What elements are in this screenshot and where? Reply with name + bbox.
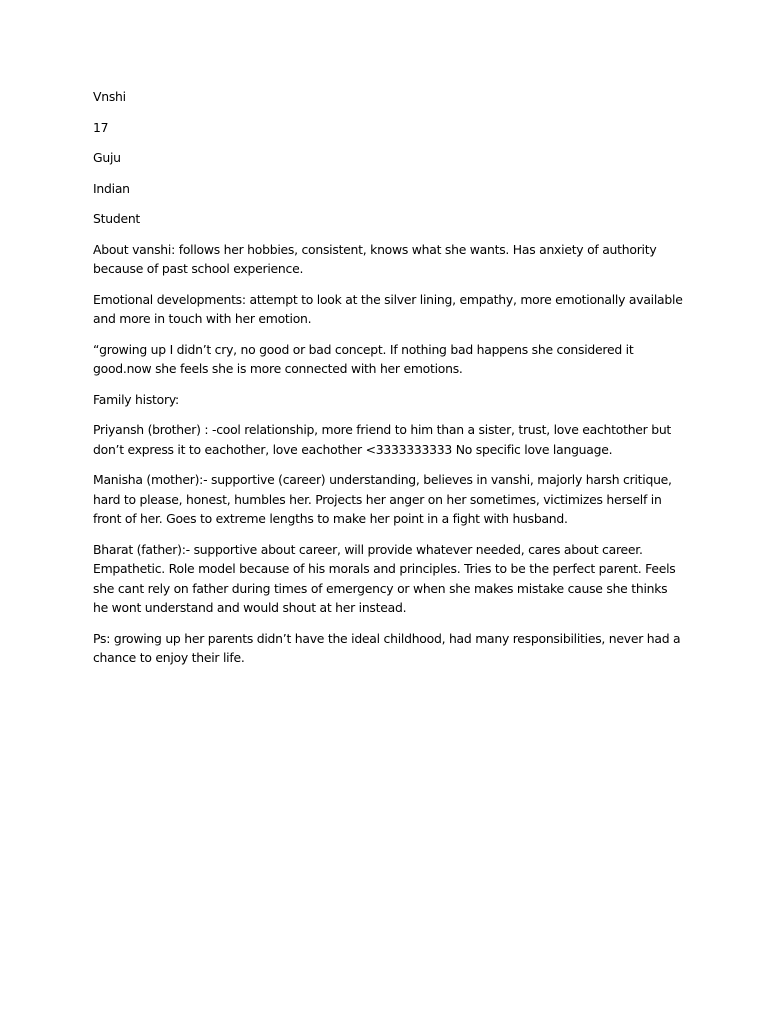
quote-paragraph: “growing up I didn’t cry, no good or bad concept. If nothing bad happens she considered it good.now she feels she is more connected with her emotions. bbox=[93, 341, 634, 376]
name-line: Vnshi bbox=[93, 89, 126, 104]
emotional-developments-paragraph: Emotional developments: attempt to look at the silver lining, empathy, more emotionally available and more in touch with her emotion. bbox=[93, 291, 683, 326]
ps-paragraph: Ps: growing up her parents didn’t have the ideal childhood, had many responsibilities, never had a chance to enjoy their life. bbox=[93, 630, 681, 665]
mother-paragraph: Manisha (mother):- supportive (career) understanding, believes in vanshi, majorly harsh critique, hard to please, honest, humbles her. Projects her anger on her sometimes, victimizes herself in front of her. Goes to extreme lengths to make her point in a fight with husband. bbox=[93, 472, 672, 526]
nationality-line: Indian bbox=[93, 180, 130, 196]
occupation-line: Student bbox=[93, 211, 141, 226]
brother-paragraph: Priyansh (brother) : -cool relationship, more friend to him than a sister, trust, love eachtother but don’t express it to eachother, love eachother <3333333333 No specific love language. bbox=[93, 422, 672, 457]
document-body bbox=[93, 87, 683, 679]
community-line: Guju bbox=[93, 150, 121, 165]
father-paragraph: Bharat (father):- supportive about career, will provide whatever needed, cares about career. Empathetic. Role model because of his morals and principles. Tries to be the perfect parent. Feels she cant rely on father during times of emergency or when she makes mistake cause she thinks he wont understand and would shout at her instead. bbox=[93, 541, 676, 615]
about-paragraph: About vanshi: follows her hobbies, consistent, knows what she wants. Has anxiety of authority because of past school experience. bbox=[93, 241, 657, 276]
age-line: 17 bbox=[93, 119, 109, 135]
family-history-heading: Family history: bbox=[93, 391, 179, 407]
